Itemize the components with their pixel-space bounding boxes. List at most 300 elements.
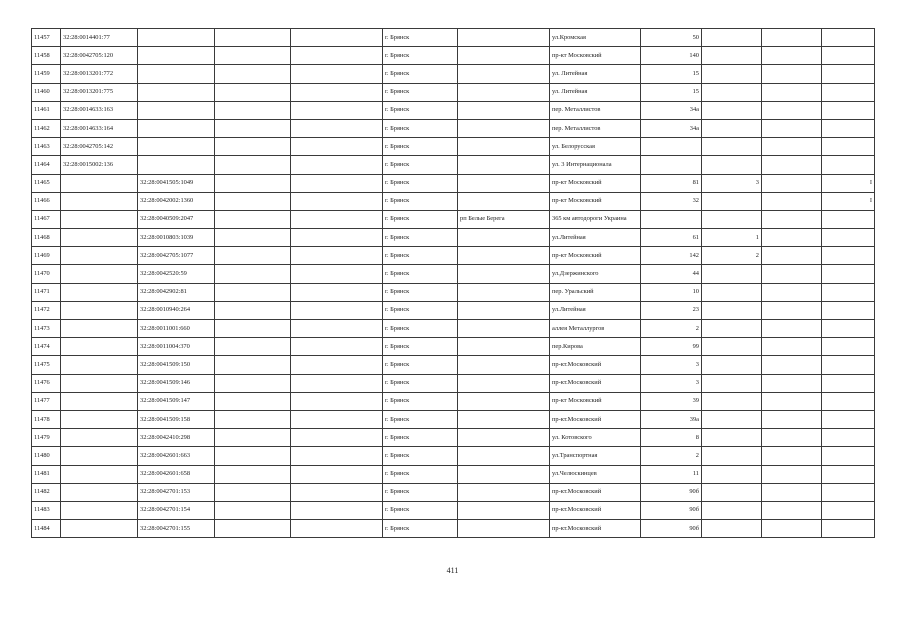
cadastral-number-alt-cell — [138, 138, 215, 156]
blank-cell — [291, 501, 383, 519]
extra-cell — [762, 247, 822, 265]
extra-cell: 2 — [702, 247, 762, 265]
cadastral-number-cell — [61, 192, 138, 210]
cadastral-number-cell — [61, 265, 138, 283]
blank-cell — [215, 156, 291, 174]
row-number-cell: 11462 — [32, 119, 61, 137]
blank-cell — [291, 101, 383, 119]
cadastral-number-cell — [61, 247, 138, 265]
cadastral-number-cell: 32:28:0015002:136 — [61, 156, 138, 174]
table-row — [32, 374, 875, 392]
cadastral-number-cell — [61, 338, 138, 356]
cadastral-number-cell — [61, 501, 138, 519]
cadastral-number-cell — [61, 429, 138, 447]
table-row — [32, 247, 875, 265]
row-number-cell: 11461 — [32, 101, 61, 119]
extra-cell — [702, 192, 762, 210]
cadastral-number-alt-cell: 32:28:0042601:658 — [138, 465, 215, 483]
blank-cell — [215, 501, 291, 519]
extra-cell — [702, 447, 762, 465]
cadastral-number-cell — [61, 447, 138, 465]
city-cell: г. Брянск — [383, 265, 458, 283]
row-number-cell: 11478 — [32, 410, 61, 428]
blank-cell — [215, 247, 291, 265]
cadastral-number-cell: 32:28:0042705:120 — [61, 47, 138, 65]
blank-cell — [215, 119, 291, 137]
cadastral-number-alt-cell — [138, 65, 215, 83]
locality-cell — [458, 338, 550, 356]
table-row — [32, 429, 875, 447]
blank-cell — [215, 392, 291, 410]
row-number-cell: 11477 — [32, 392, 61, 410]
blank-cell — [215, 192, 291, 210]
table-row — [32, 174, 875, 192]
locality-cell — [458, 429, 550, 447]
cadastral-number-alt-cell: 32:28:0041509:150 — [138, 356, 215, 374]
extra-cell — [702, 374, 762, 392]
blank-cell — [291, 210, 383, 228]
blank-cell — [215, 320, 291, 338]
blank-cell — [291, 356, 383, 374]
blank-cell — [215, 29, 291, 47]
street-cell: ул. Литейная — [550, 83, 641, 101]
extra-cell — [702, 83, 762, 101]
table-row — [32, 156, 875, 174]
locality-cell — [458, 101, 550, 119]
house-number-cell: 99 — [641, 338, 702, 356]
row-number-cell: 11464 — [32, 156, 61, 174]
street-cell: пер. Уральский — [550, 283, 641, 301]
house-number-cell — [641, 210, 702, 228]
blank-cell — [215, 338, 291, 356]
row-number-cell: 11457 — [32, 29, 61, 47]
street-cell: ул.Челюскинцев — [550, 465, 641, 483]
city-cell: г. Брянск — [383, 156, 458, 174]
extra-cell — [822, 156, 875, 174]
locality-cell — [458, 392, 550, 410]
extra-cell — [702, 301, 762, 319]
extra-cell — [762, 83, 822, 101]
extra-cell — [702, 156, 762, 174]
house-number-cell: 90б — [641, 520, 702, 538]
street-cell: пр-кт.Московский — [550, 520, 641, 538]
cadastral-number-alt-cell: 32:28:0042002:1360 — [138, 192, 215, 210]
table-row — [32, 29, 875, 47]
cadastral-number-alt-cell — [138, 119, 215, 137]
extra-cell — [762, 465, 822, 483]
extra-cell — [822, 283, 875, 301]
extra-cell — [822, 374, 875, 392]
city-cell: г. Брянск — [383, 65, 458, 83]
city-cell: г. Брянск — [383, 520, 458, 538]
city-cell: г. Брянск — [383, 138, 458, 156]
cadastral-number-cell — [61, 301, 138, 319]
extra-cell — [702, 465, 762, 483]
house-number-cell: 50 — [641, 29, 702, 47]
street-cell: ул.Дзержинского — [550, 265, 641, 283]
extra-cell — [822, 429, 875, 447]
blank-cell — [215, 65, 291, 83]
blank-cell — [291, 338, 383, 356]
cadastral-number-alt-cell: 32:28:0042520:59 — [138, 265, 215, 283]
locality-cell — [458, 192, 550, 210]
table-row — [32, 447, 875, 465]
table-row — [32, 301, 875, 319]
row-number-cell: 11472 — [32, 301, 61, 319]
table-row — [32, 265, 875, 283]
city-cell: г. Брянск — [383, 229, 458, 247]
city-cell: г. Брянск — [383, 47, 458, 65]
extra-cell — [822, 210, 875, 228]
street-cell: пр-кт.Московский — [550, 483, 641, 501]
house-number-cell: 81 — [641, 174, 702, 192]
locality-cell — [458, 265, 550, 283]
cadastral-number-alt-cell: 32:28:0042902:81 — [138, 283, 215, 301]
blank-cell — [215, 374, 291, 392]
extra-cell — [702, 483, 762, 501]
extra-cell — [822, 447, 875, 465]
blank-cell — [215, 174, 291, 192]
table-row — [32, 47, 875, 65]
cadastral-number-cell — [61, 174, 138, 192]
cadastral-number-alt-cell: 32:28:0041505:1049 — [138, 174, 215, 192]
blank-cell — [291, 83, 383, 101]
locality-cell — [458, 174, 550, 192]
extra-cell — [762, 65, 822, 83]
extra-cell — [822, 29, 875, 47]
table-row — [32, 101, 875, 119]
street-cell: ул. 3 Интернационала — [550, 156, 641, 174]
cadastral-number-alt-cell — [138, 29, 215, 47]
row-number-cell: 11463 — [32, 138, 61, 156]
cadastral-number-cell: 32:28:0014633:164 — [61, 119, 138, 137]
extra-cell — [762, 192, 822, 210]
cadastral-number-cell: 32:28:0042705:142 — [61, 138, 138, 156]
city-cell: г. Брянск — [383, 283, 458, 301]
extra-cell — [702, 29, 762, 47]
cadastral-number-cell — [61, 229, 138, 247]
extra-cell — [822, 119, 875, 137]
locality-cell — [458, 83, 550, 101]
blank-cell — [215, 465, 291, 483]
cadastral-number-alt-cell: 32:28:0042701:153 — [138, 483, 215, 501]
extra-cell — [822, 247, 875, 265]
cadastral-number-cell — [61, 210, 138, 228]
locality-cell — [458, 301, 550, 319]
row-number-cell: 11483 — [32, 501, 61, 519]
table-body — [32, 29, 875, 538]
street-cell: ул.Литейная — [550, 301, 641, 319]
blank-cell — [291, 174, 383, 192]
table-row — [32, 83, 875, 101]
cadastral-number-cell — [61, 483, 138, 501]
table-row — [32, 229, 875, 247]
table-row — [32, 119, 875, 137]
city-cell: г. Брянск — [383, 101, 458, 119]
extra-cell: I — [822, 192, 875, 210]
extra-cell: I — [822, 174, 875, 192]
locality-cell — [458, 356, 550, 374]
extra-cell — [702, 138, 762, 156]
extra-cell — [702, 283, 762, 301]
blank-cell — [215, 101, 291, 119]
cadastral-number-alt-cell: 32:28:0041509:146 — [138, 374, 215, 392]
row-number-cell: 11471 — [32, 283, 61, 301]
house-number-cell: 10 — [641, 283, 702, 301]
extra-cell — [822, 265, 875, 283]
extra-cell — [822, 320, 875, 338]
extra-cell — [702, 338, 762, 356]
extra-cell — [822, 483, 875, 501]
extra-cell — [702, 356, 762, 374]
extra-cell — [822, 520, 875, 538]
extra-cell — [762, 447, 822, 465]
house-number-cell: 23 — [641, 301, 702, 319]
street-cell: пр-кт Московский — [550, 247, 641, 265]
house-number-cell: 11 — [641, 465, 702, 483]
blank-cell — [215, 283, 291, 301]
row-number-cell: 11473 — [32, 320, 61, 338]
extra-cell: 3 — [702, 174, 762, 192]
extra-cell — [762, 501, 822, 519]
street-cell: пер. Металлистов — [550, 119, 641, 137]
cadastral-number-cell — [61, 520, 138, 538]
cadastral-number-cell — [61, 283, 138, 301]
extra-cell — [822, 101, 875, 119]
blank-cell — [291, 483, 383, 501]
extra-cell — [822, 83, 875, 101]
table-row — [32, 320, 875, 338]
locality-cell — [458, 119, 550, 137]
table-row — [32, 356, 875, 374]
blank-cell — [291, 410, 383, 428]
cadastral-number-alt-cell: 32:28:0011004:370 — [138, 338, 215, 356]
blank-cell — [215, 265, 291, 283]
city-cell: г. Брянск — [383, 483, 458, 501]
street-cell: пр-кт.Московский — [550, 356, 641, 374]
house-number-cell: 15 — [641, 83, 702, 101]
extra-cell — [762, 301, 822, 319]
extra-cell — [762, 429, 822, 447]
table-row — [32, 520, 875, 538]
cadastral-number-alt-cell: 32:28:0042701:154 — [138, 501, 215, 519]
street-cell: пр-кт Московский — [550, 392, 641, 410]
street-cell: ул. Литейная — [550, 65, 641, 83]
extra-cell — [762, 410, 822, 428]
row-number-cell: 11470 — [32, 265, 61, 283]
cadastral-number-alt-cell: 32:28:0010940:264 — [138, 301, 215, 319]
row-number-cell: 11467 — [32, 210, 61, 228]
extra-cell — [702, 65, 762, 83]
city-cell: г. Брянск — [383, 247, 458, 265]
extra-cell — [762, 210, 822, 228]
extra-cell: 1 — [702, 229, 762, 247]
house-number-cell: 3 — [641, 374, 702, 392]
cadastral-number-alt-cell: 32:28:0010803:1039 — [138, 229, 215, 247]
blank-cell — [215, 356, 291, 374]
extra-cell — [702, 320, 762, 338]
row-number-cell: 11459 — [32, 65, 61, 83]
street-cell: пр-кт Московский — [550, 192, 641, 210]
city-cell: г. Брянск — [383, 192, 458, 210]
row-number-cell: 11466 — [32, 192, 61, 210]
extra-cell — [702, 501, 762, 519]
cadastral-number-cell: 32:28:0013201:772 — [61, 65, 138, 83]
locality-cell — [458, 320, 550, 338]
street-cell: пр-кт Московский — [550, 174, 641, 192]
extra-cell — [822, 301, 875, 319]
extra-cell — [762, 119, 822, 137]
cadastral-number-cell — [61, 410, 138, 428]
cadastral-number-alt-cell — [138, 156, 215, 174]
blank-cell — [291, 192, 383, 210]
blank-cell — [215, 210, 291, 228]
extra-cell — [762, 47, 822, 65]
registry-table — [31, 28, 875, 538]
cadastral-number-alt-cell: 32:28:0042410:298 — [138, 429, 215, 447]
page-number: 411 — [446, 566, 459, 575]
cadastral-number-cell — [61, 392, 138, 410]
house-number-cell: 140 — [641, 47, 702, 65]
house-number-cell — [641, 156, 702, 174]
extra-cell — [822, 47, 875, 65]
blank-cell — [215, 410, 291, 428]
row-number-cell: 11468 — [32, 229, 61, 247]
table-row — [32, 392, 875, 410]
street-cell: ул. Белорусская — [550, 138, 641, 156]
locality-cell — [458, 229, 550, 247]
table-row — [32, 410, 875, 428]
extra-cell — [762, 374, 822, 392]
cadastral-number-cell — [61, 465, 138, 483]
locality-cell — [458, 465, 550, 483]
extra-cell — [762, 156, 822, 174]
extra-cell — [762, 520, 822, 538]
house-number-cell: 3 — [641, 356, 702, 374]
city-cell: г. Брянск — [383, 320, 458, 338]
cadastral-number-cell: 32:28:0014401:77 — [61, 29, 138, 47]
extra-cell — [702, 101, 762, 119]
street-cell: пр-кт Московский — [550, 47, 641, 65]
city-cell: г. Брянск — [383, 210, 458, 228]
extra-cell — [822, 356, 875, 374]
blank-cell — [291, 447, 383, 465]
city-cell: г. Брянск — [383, 83, 458, 101]
blank-cell — [291, 65, 383, 83]
extra-cell — [762, 265, 822, 283]
extra-cell — [762, 483, 822, 501]
extra-cell — [762, 229, 822, 247]
cadastral-number-cell — [61, 374, 138, 392]
table-row — [32, 210, 875, 228]
row-number-cell: 11474 — [32, 338, 61, 356]
cadastral-number-cell: 32:28:0013201:775 — [61, 83, 138, 101]
extra-cell — [762, 101, 822, 119]
street-cell: аллея Металлургов — [550, 320, 641, 338]
row-number-cell: 11465 — [32, 174, 61, 192]
blank-cell — [215, 83, 291, 101]
house-number-cell: 8 — [641, 429, 702, 447]
cadastral-number-alt-cell: 32:28:0011001:660 — [138, 320, 215, 338]
blank-cell — [291, 374, 383, 392]
extra-cell — [762, 138, 822, 156]
blank-cell — [291, 465, 383, 483]
house-number-cell: 2 — [641, 447, 702, 465]
blank-cell — [215, 447, 291, 465]
house-number-cell: 2 — [641, 320, 702, 338]
locality-cell — [458, 410, 550, 428]
table-row — [32, 65, 875, 83]
table-row — [32, 283, 875, 301]
house-number-cell: 90б — [641, 483, 702, 501]
row-number-cell: 11475 — [32, 356, 61, 374]
row-number-cell: 11482 — [32, 483, 61, 501]
blank-cell — [291, 119, 383, 137]
cadastral-number-cell: 32:28:0014633:163 — [61, 101, 138, 119]
extra-cell — [702, 410, 762, 428]
locality-cell — [458, 247, 550, 265]
locality-cell — [458, 447, 550, 465]
extra-cell — [702, 392, 762, 410]
blank-cell — [215, 138, 291, 156]
locality-cell — [458, 283, 550, 301]
city-cell: г. Брянск — [383, 501, 458, 519]
cadastral-number-alt-cell: 32:28:0042601:663 — [138, 447, 215, 465]
cadastral-number-alt-cell — [138, 101, 215, 119]
table-row — [32, 338, 875, 356]
extra-cell — [822, 229, 875, 247]
extra-cell — [822, 338, 875, 356]
extra-cell — [762, 29, 822, 47]
house-number-cell: 61 — [641, 229, 702, 247]
city-cell: г. Брянск — [383, 410, 458, 428]
table-row — [32, 465, 875, 483]
street-cell: пр-кт.Московский — [550, 410, 641, 428]
street-cell: ул.Транспортная — [550, 447, 641, 465]
locality-cell — [458, 138, 550, 156]
cadastral-number-cell — [61, 356, 138, 374]
city-cell: г. Брянск — [383, 174, 458, 192]
street-cell: ул. Котовского — [550, 429, 641, 447]
locality-cell — [458, 483, 550, 501]
house-number-cell: 44 — [641, 265, 702, 283]
blank-cell — [215, 429, 291, 447]
extra-cell — [762, 392, 822, 410]
cadastral-number-alt-cell: 32:28:0041509:147 — [138, 392, 215, 410]
row-number-cell: 11458 — [32, 47, 61, 65]
extra-cell — [822, 65, 875, 83]
city-cell: г. Брянск — [383, 392, 458, 410]
blank-cell — [215, 47, 291, 65]
house-number-cell: 32 — [641, 192, 702, 210]
house-number-cell: 15 — [641, 65, 702, 83]
extra-cell — [762, 174, 822, 192]
street-cell: пр-кт.Московский — [550, 374, 641, 392]
extra-cell — [762, 356, 822, 374]
street-cell: 365 км автодороги Украина — [550, 210, 641, 228]
street-cell: пер.Кирова — [550, 338, 641, 356]
row-number-cell: 11460 — [32, 83, 61, 101]
cadastral-number-alt-cell: 32:28:0042705:1077 — [138, 247, 215, 265]
table-row — [32, 138, 875, 156]
locality-cell — [458, 501, 550, 519]
extra-cell — [762, 338, 822, 356]
cadastral-number-alt-cell: 32:28:0040509:2047 — [138, 210, 215, 228]
locality-cell — [458, 520, 550, 538]
blank-cell — [291, 47, 383, 65]
blank-cell — [291, 392, 383, 410]
house-number-cell — [641, 138, 702, 156]
